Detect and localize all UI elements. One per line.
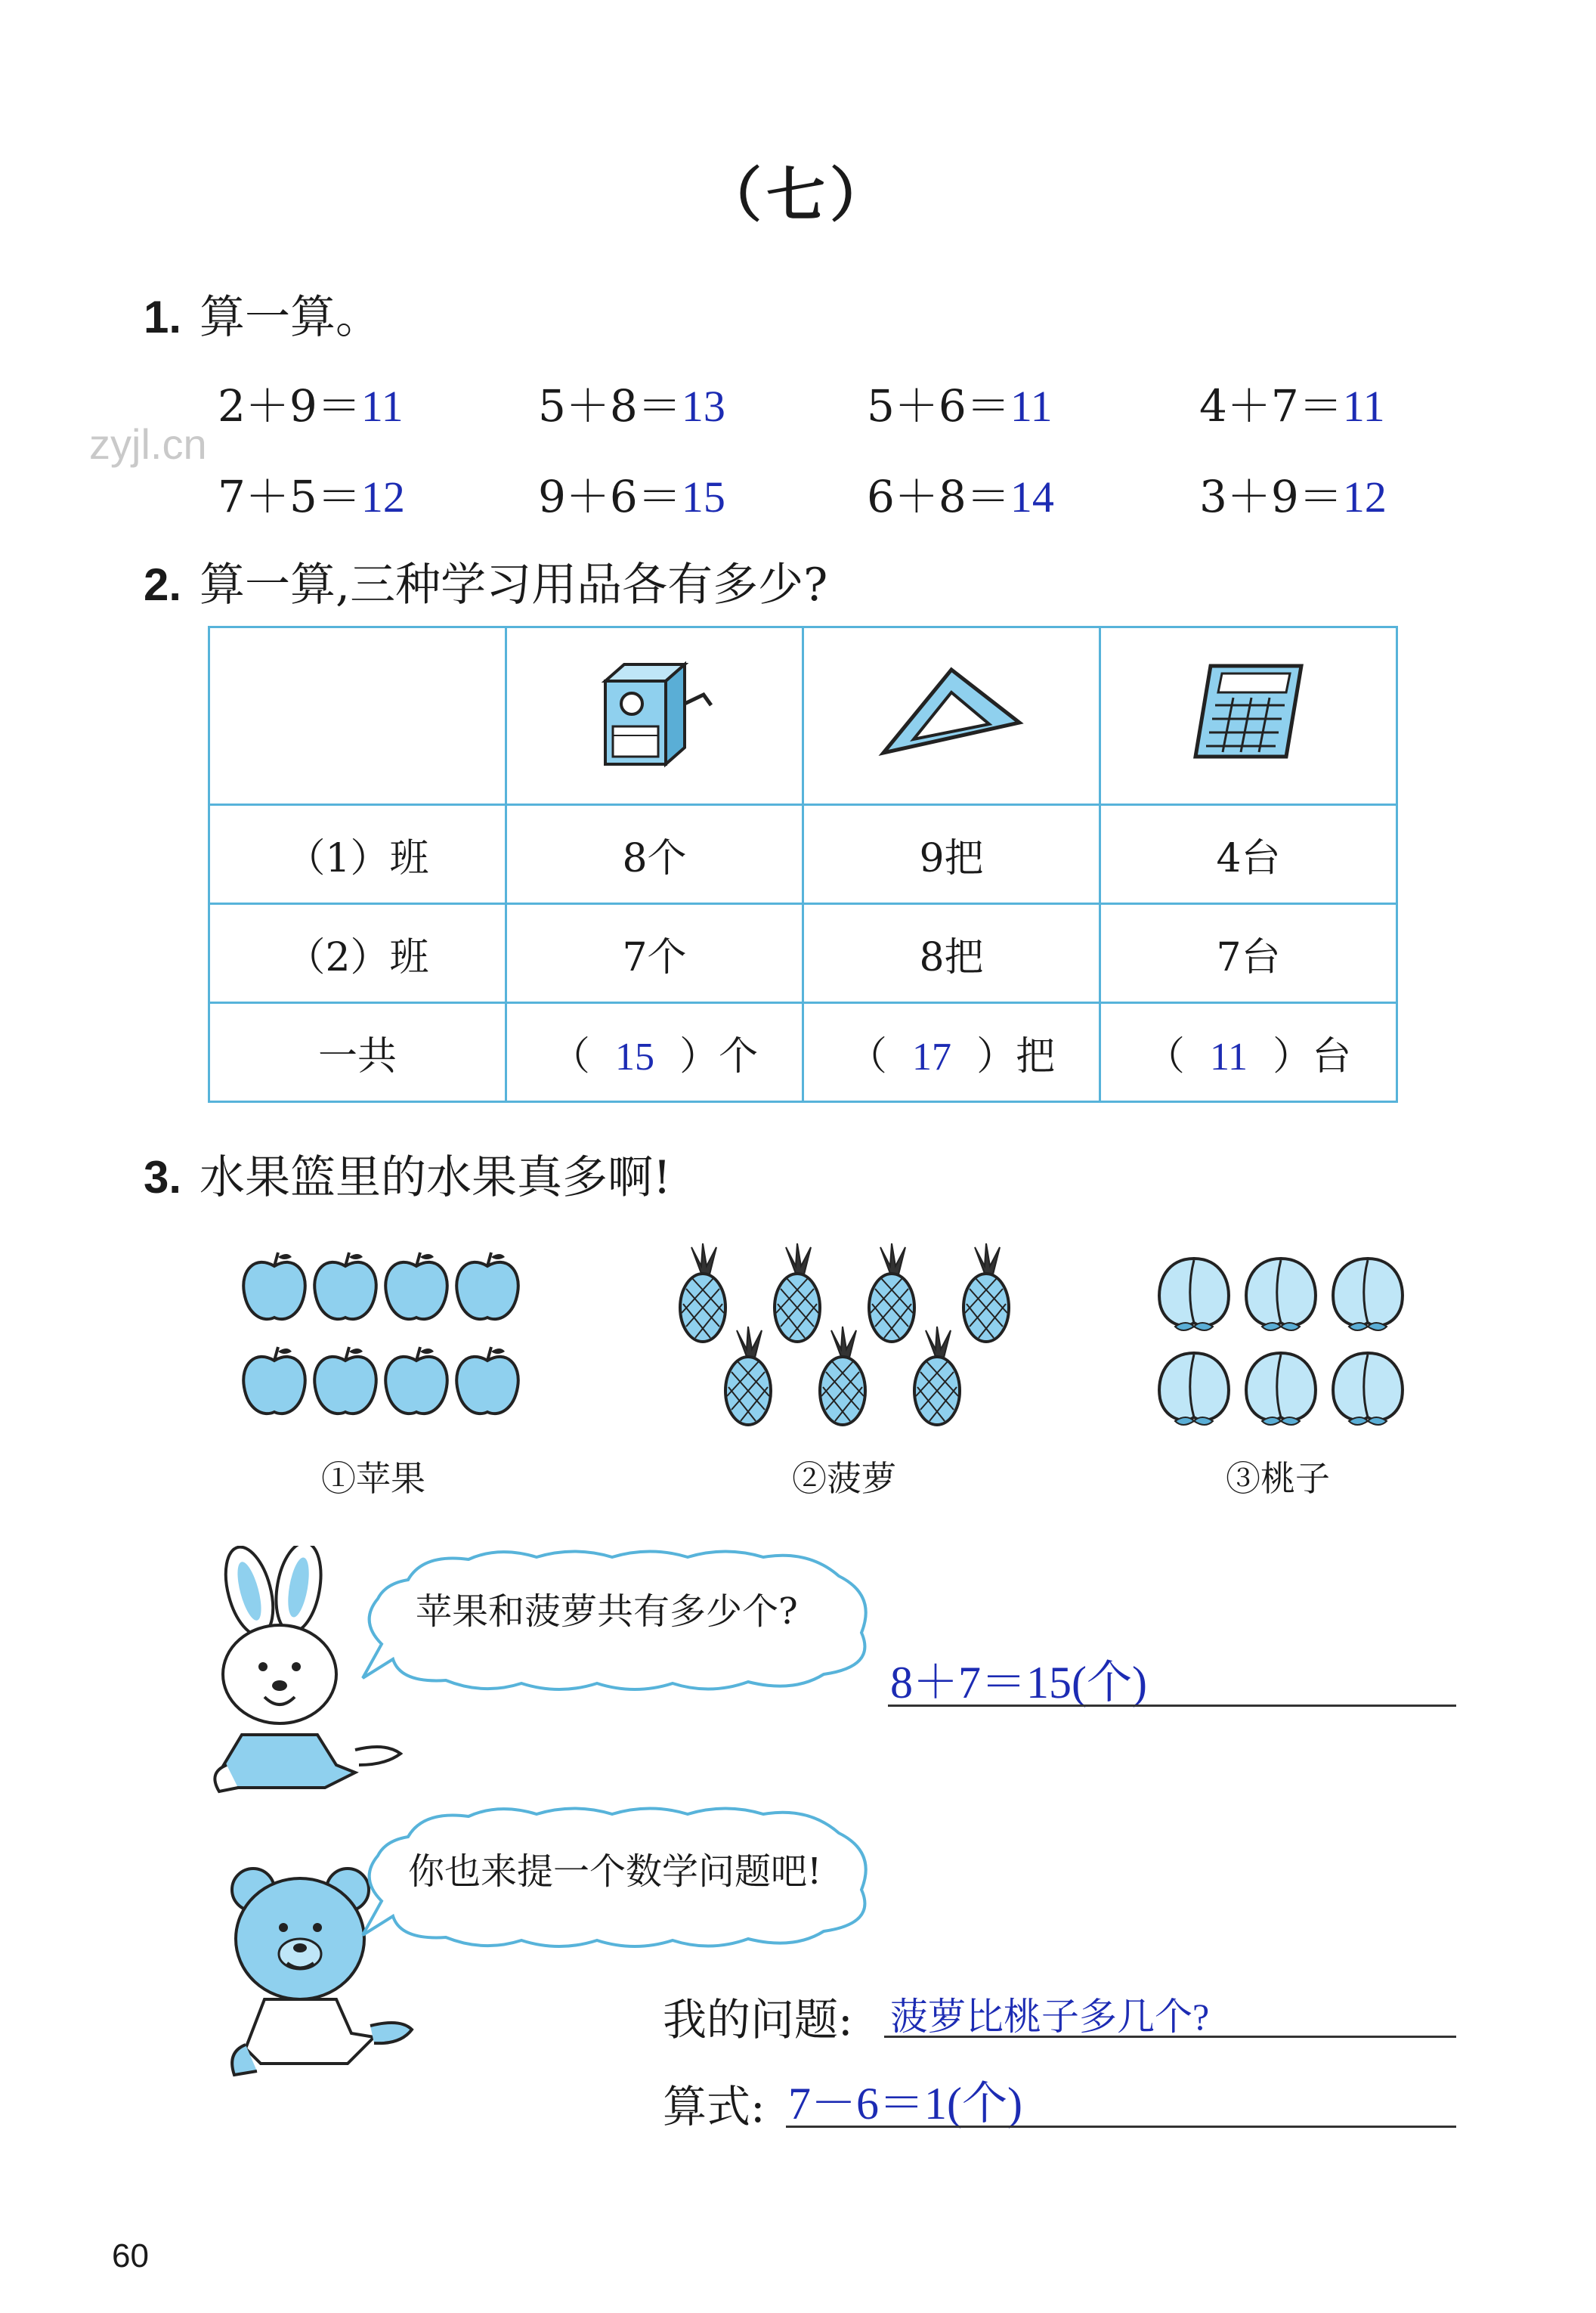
- pencil-sharpener-icon: [590, 651, 719, 772]
- peach-icon: [1246, 1353, 1316, 1425]
- table-cell: 7台: [1100, 904, 1397, 1003]
- total-cell: （ 15 ）个: [506, 1003, 803, 1102]
- pineapple-icon: [820, 1327, 865, 1425]
- equation-answer: 11: [1342, 382, 1385, 431]
- equation: 3＋9＝12: [1199, 471, 1387, 522]
- q2-number: 2.: [144, 559, 182, 610]
- supplies-table: [208, 626, 1398, 1103]
- equation-answer: 11: [360, 382, 404, 431]
- equation: 5＋8＝13: [538, 380, 725, 432]
- apple-icon: [456, 1252, 518, 1319]
- formula-answer: 7－6＝1(个): [788, 2079, 1022, 2129]
- table-cell: 7个: [506, 904, 803, 1003]
- pineapple-icon: [869, 1243, 914, 1342]
- equation: 5＋6＝11: [867, 380, 1053, 432]
- page-number: 60: [112, 2237, 149, 2274]
- table-cell: 8把: [803, 904, 1100, 1003]
- table-header-cell: [1100, 627, 1397, 805]
- fruit-label-apple: ①苹果: [321, 1458, 425, 1499]
- q1-heading: [144, 281, 381, 346]
- table-cell: 9把: [803, 805, 1100, 904]
- equation: 4＋7＝11: [1199, 380, 1385, 432]
- equation: 2＋9＝11: [218, 380, 404, 432]
- row-label: （1）班: [209, 805, 506, 904]
- apple-icon: [314, 1252, 376, 1319]
- fruit-label-pineapple: ②菠萝: [792, 1458, 896, 1499]
- page-title: （七）: [702, 161, 893, 230]
- equation-answer: 12: [1342, 472, 1387, 522]
- table-cell: 8个: [506, 805, 803, 904]
- q2-title: 算一算,三种学习用品各有多少?: [200, 559, 828, 612]
- equation: 7＋5＝12: [218, 471, 405, 522]
- calculator-icon: [1188, 658, 1309, 764]
- formula-line: [786, 2126, 1456, 2128]
- fruit-label-peach: ③桃子: [1226, 1458, 1330, 1499]
- apple-icon: [243, 1252, 305, 1319]
- table-header-cell: [803, 627, 1100, 805]
- q3-number: 3.: [144, 1152, 182, 1203]
- total-answer: 15: [615, 1035, 654, 1079]
- pineapple-icon: [775, 1243, 820, 1342]
- question-line: [884, 2036, 1456, 2038]
- pineapple-icon: [963, 1243, 1009, 1342]
- equation: 6＋8＝14: [867, 471, 1054, 522]
- watermark: zyjl.cn: [89, 420, 207, 468]
- pineapple-icon: [680, 1243, 725, 1342]
- peach-icon: [1333, 1353, 1403, 1425]
- total-label: 一共: [209, 1003, 506, 1102]
- q3-title: 水果篮里的水果真多啊!: [200, 1151, 672, 1204]
- total-cell: （ 11 ）台: [1100, 1003, 1397, 1102]
- total-answer: 11: [1209, 1035, 1248, 1079]
- peach-icon: [1333, 1259, 1403, 1330]
- total-answer: 17: [912, 1035, 951, 1079]
- pineapple-icon: [914, 1327, 960, 1425]
- bubble-text-2: 你也来提一个数学问题吧!: [408, 1850, 822, 1893]
- formula-label: 算式:: [663, 2081, 766, 2132]
- apple-icon: [385, 1347, 447, 1414]
- q2-heading: [144, 549, 827, 614]
- peach-icon: [1159, 1353, 1229, 1425]
- q1-title: 算一算。: [200, 291, 382, 344]
- equation-answer: 12: [360, 472, 405, 522]
- apple-icon: [385, 1252, 447, 1319]
- answer-1: 8＋7＝15(个): [890, 1658, 1147, 1708]
- equation-answer: 11: [1010, 382, 1053, 431]
- total-cell: （ 17 ）把: [803, 1003, 1100, 1102]
- q3-heading: [144, 1141, 671, 1206]
- table-header-cell: [506, 627, 803, 805]
- pineapple-icon: [725, 1327, 771, 1425]
- question-answer: 菠萝比桃子多几个?: [890, 1996, 1210, 2038]
- equation-answer: 15: [681, 472, 725, 522]
- apple-icon: [243, 1347, 305, 1414]
- apple-icon: [314, 1347, 376, 1414]
- question-label: 我的问题:: [663, 1994, 853, 2045]
- row-label: （2）班: [209, 904, 506, 1003]
- pineapples-group: [657, 1240, 1035, 1444]
- peaches-group: [1149, 1247, 1421, 1436]
- peach-icon: [1246, 1259, 1316, 1330]
- equation: 9＋6＝15: [538, 471, 725, 522]
- triangle-ruler-icon: [876, 662, 1027, 760]
- peach-icon: [1159, 1259, 1229, 1330]
- apple-icon: [456, 1347, 518, 1414]
- answer-1-line: [888, 1705, 1456, 1707]
- bubble-text-1: 苹果和菠萝共有多少个?: [416, 1590, 798, 1633]
- equation-answer: 14: [1010, 472, 1054, 522]
- table-corner-cell: [209, 627, 506, 805]
- q1-number: 1.: [144, 292, 182, 342]
- table-cell: 4台: [1100, 805, 1397, 904]
- apples-group: [227, 1240, 544, 1444]
- equation-answer: 13: [681, 382, 725, 431]
